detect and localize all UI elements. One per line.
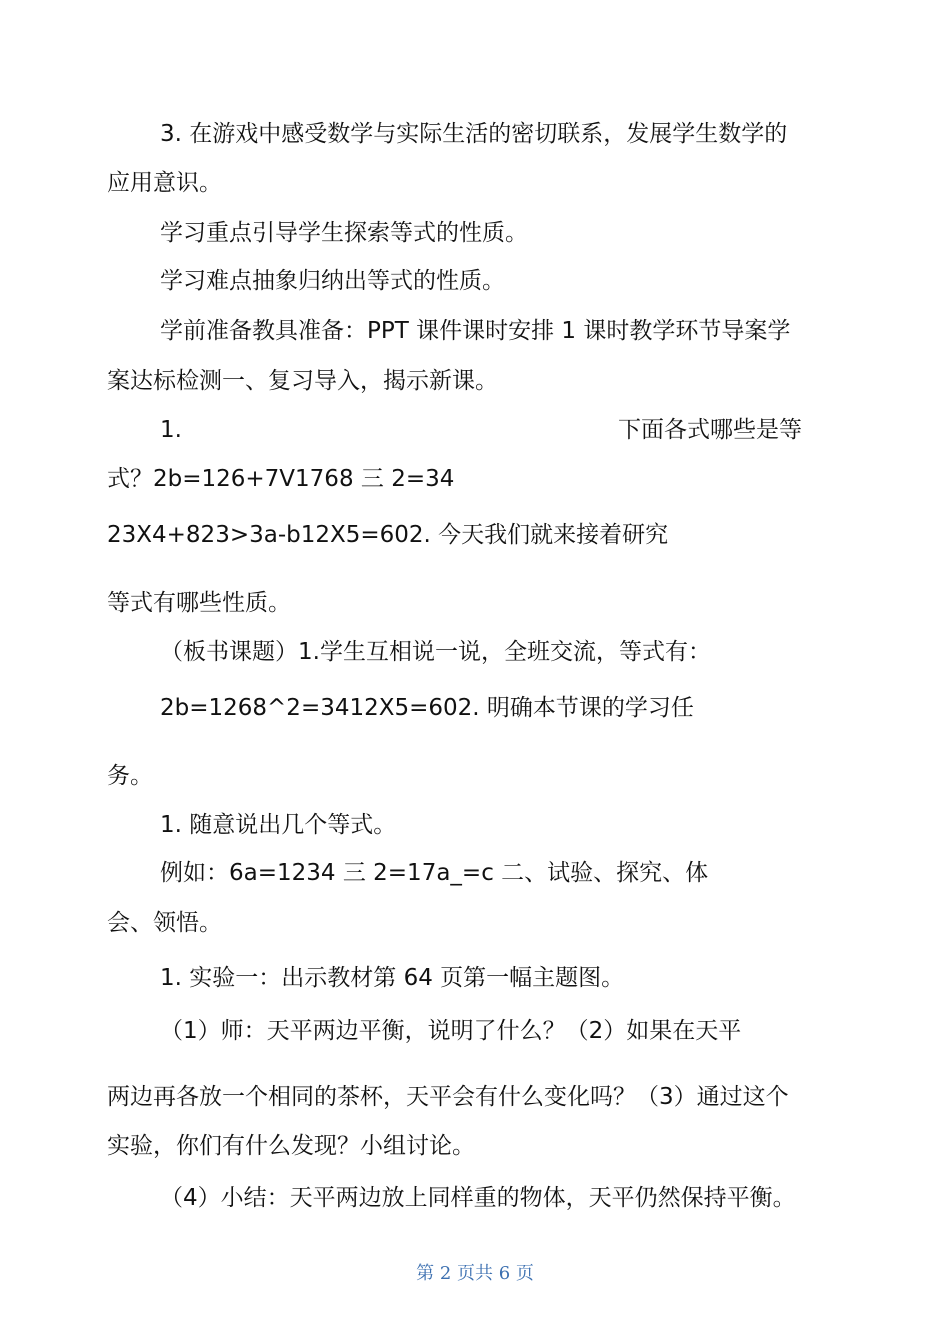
paragraph-line: 式？2b=126+7V1768 三 2=34 [107, 466, 455, 492]
paragraph-line: 1. 随意说出几个等式。 [160, 812, 397, 838]
paragraph-line: 1. 实验一：出示教材第 64 页第一幅主题图。 [160, 965, 625, 991]
paragraph-line: 案达标检测一、复习导入，揭示新课。 [107, 368, 498, 394]
paragraph-line: 2b=1268^2=3412X5=602. 明确本节课的学习任 [160, 695, 694, 721]
paragraph-line: 等式有哪些性质。 [107, 590, 291, 616]
paragraph-line: 应用意识。 [107, 170, 222, 196]
paragraph-line: 务。 [107, 763, 153, 789]
paragraph-line: 实验，你们有什么发现？小组讨论。 [107, 1133, 475, 1159]
paragraph-line: 学习难点抽象归纳出等式的性质。 [160, 268, 505, 294]
paragraph-line: 会、领悟。 [107, 910, 222, 936]
page-number-footer: 第 2 页共 6 页 [416, 1263, 534, 1284]
paragraph-line: 例如：6a=1234 三 2=17a_=c 二、试验、探究、体 [160, 860, 709, 886]
paragraph-line: 下面各式哪些是等 [618, 417, 802, 443]
paragraph-line: 学习重点引导学生探索等式的性质。 [160, 220, 528, 246]
paragraph-line: （板书课题）1.学生互相说一说，全班交流，等式有： [160, 639, 711, 665]
paragraph-line: （4）小结：天平两边放上同样重的物体，天平仍然保持平衡。 [160, 1185, 796, 1211]
paragraph-line: （1）师：天平两边平衡，说明了什么？（2）如果在天平 [160, 1018, 742, 1044]
paragraph-line: 3. 在游戏中感受数学与实际生活的密切联系，发展学生数学的 [160, 121, 788, 147]
paragraph-line: 1. [160, 417, 182, 443]
paragraph-line: 学前准备教具准备：PPT 课件课时安排 1 课时教学环节导案学 [160, 318, 791, 344]
paragraph-line: 两边再各放一个相同的茶杯，天平会有什么变化吗？（3）通过这个 [107, 1084, 789, 1110]
paragraph-line: 23X4+823>3a-b12X5=602. 今天我们就来接着研究 [107, 522, 669, 548]
